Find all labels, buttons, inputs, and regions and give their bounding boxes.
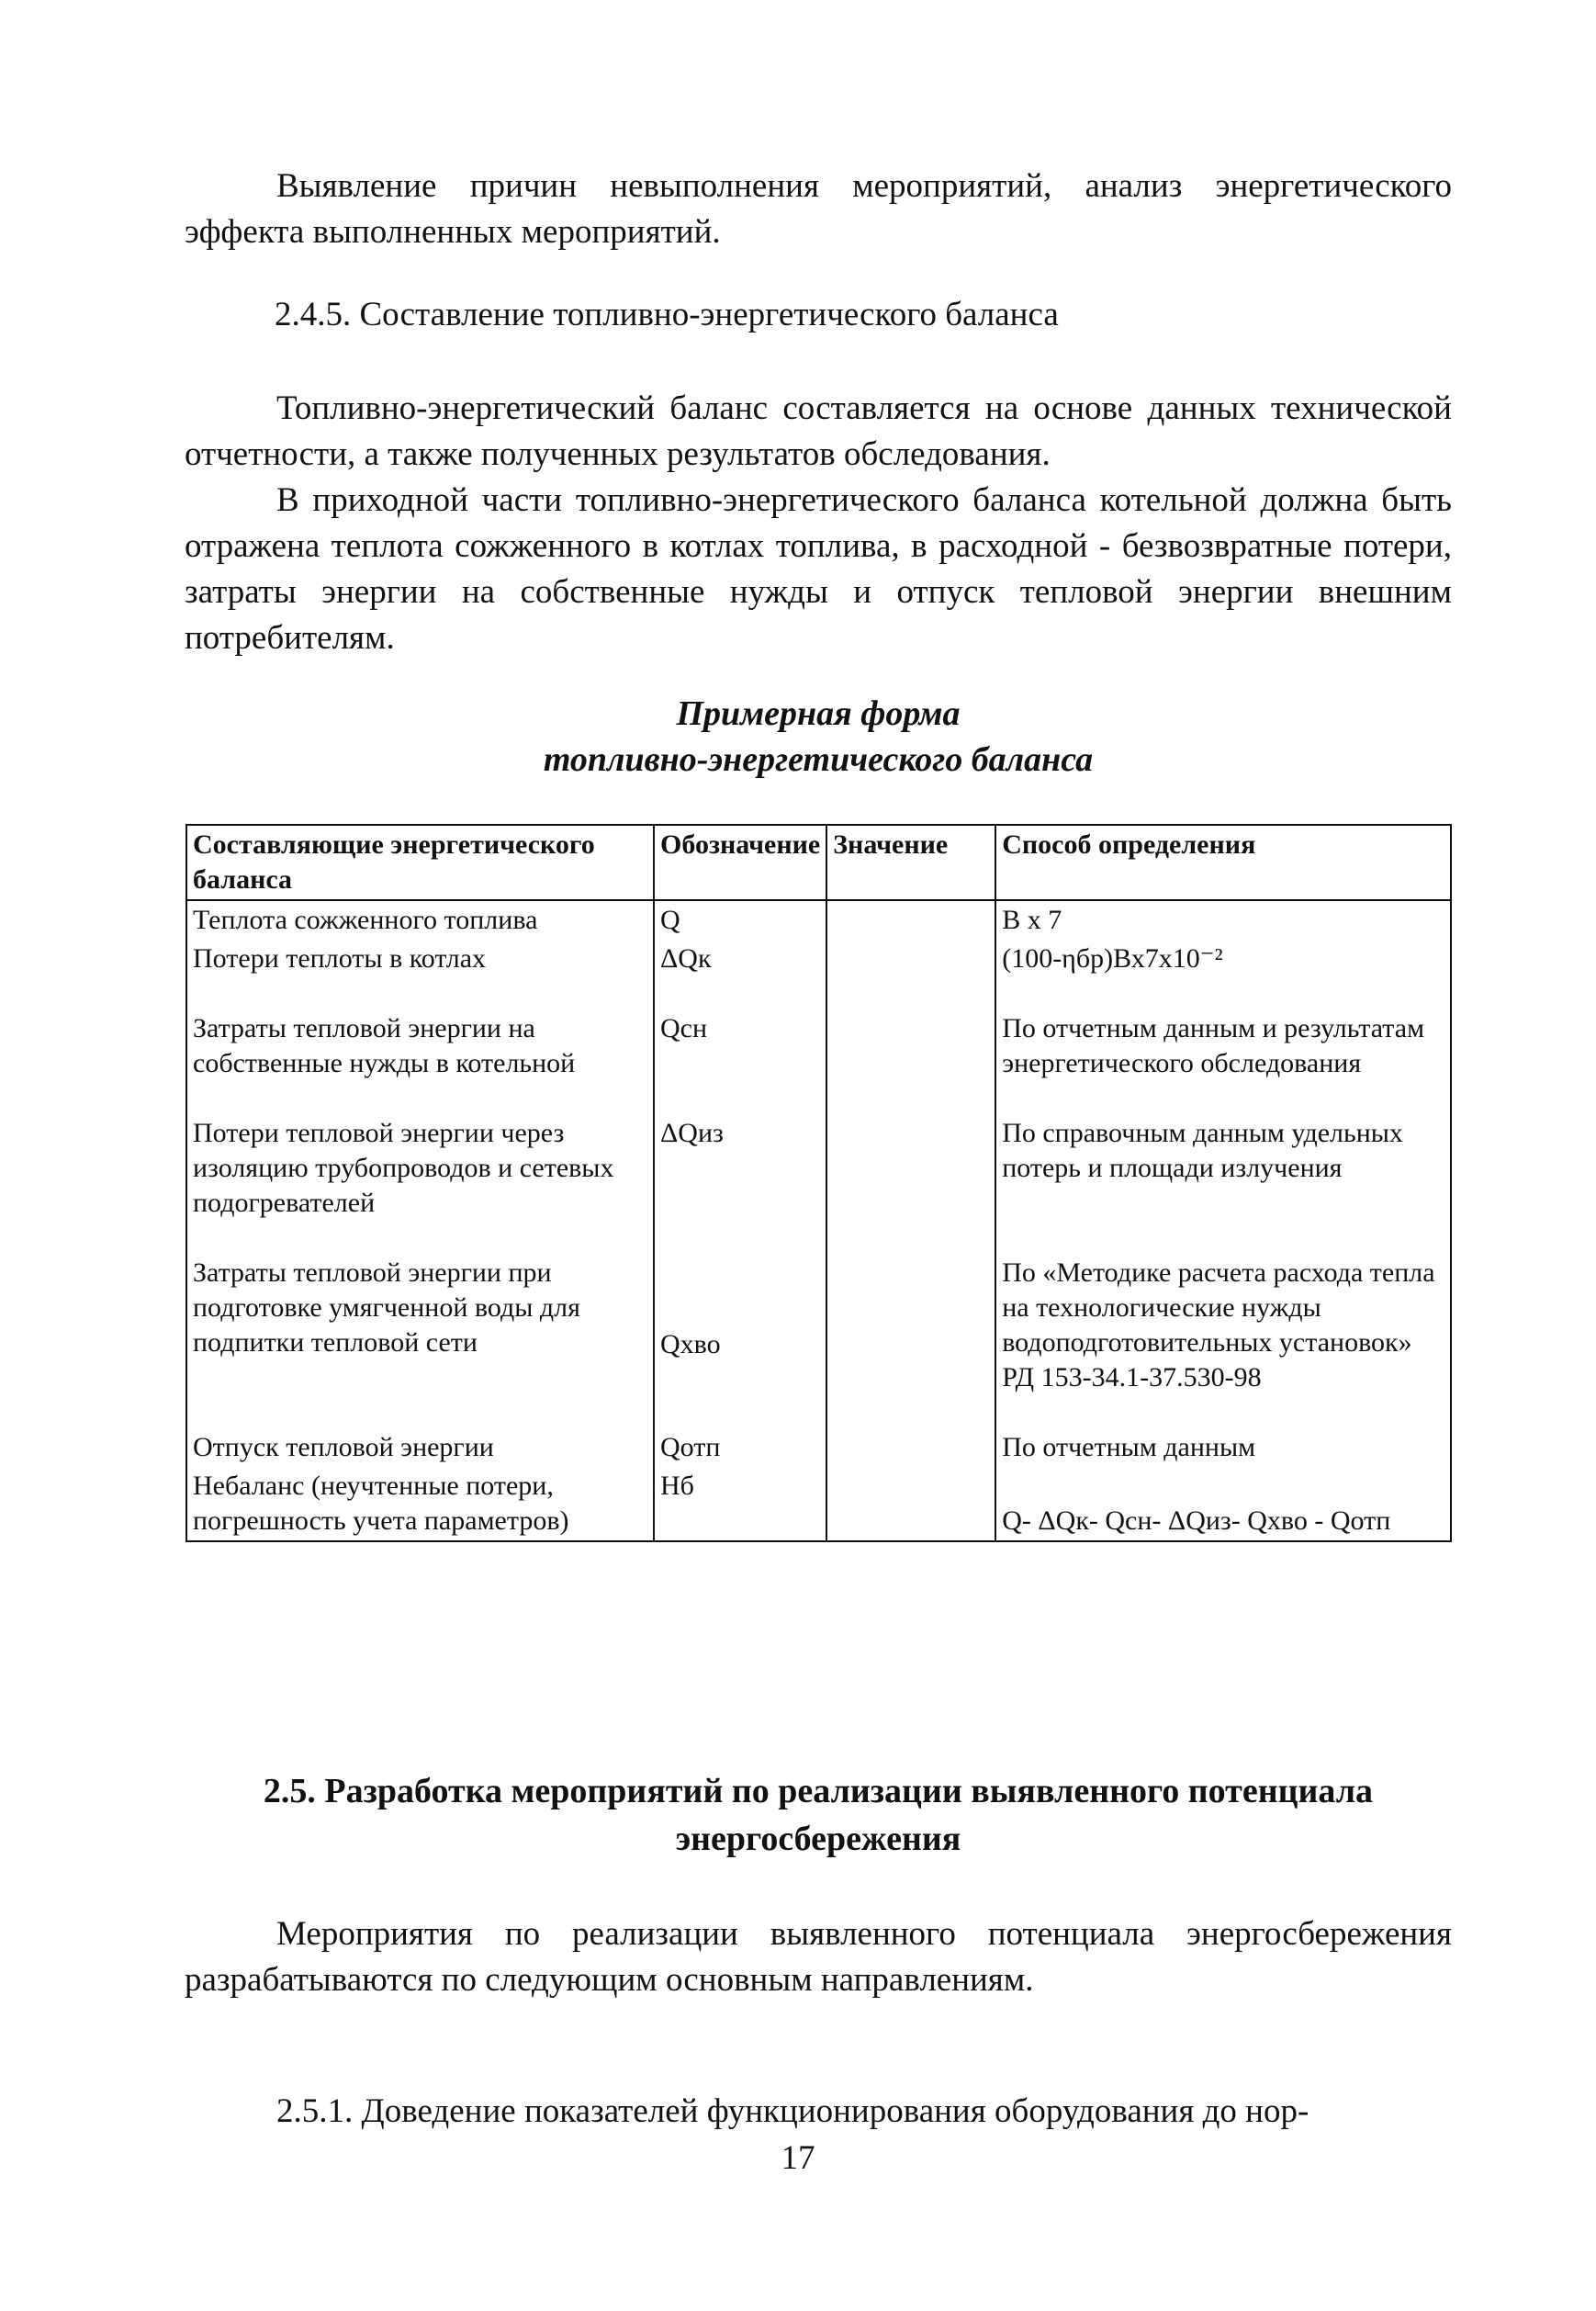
row-method: По «Методике расчета расхода тепла на технологические нужды водоподготовительных установок» РД 153-34.1-37.530-98 (995, 1254, 1451, 1428)
table-row (186, 1467, 1451, 1541)
table-row (186, 1009, 1451, 1114)
row-component: Затраты тепловой энергии при подготовке умягченной воды для подпитки тепловой сети (186, 1254, 654, 1428)
header-component: Составляющие энергетического баланса (186, 825, 654, 900)
row-method: По справочным данным удельных потерь и площади излучения (995, 1114, 1451, 1254)
row-component: Потери теплоты в котлах (186, 940, 654, 1009)
row-component: Небаланс (неучтенные потери, погрешность учета параметров) (186, 1467, 654, 1541)
row-value (826, 900, 995, 940)
row-value (826, 1254, 995, 1428)
table-title-line1: Примерная форма (676, 694, 961, 733)
row-symbol: Нб (654, 1467, 826, 1541)
row-method: По отчетным данным (995, 1428, 1451, 1467)
header-value: Значение (826, 825, 995, 900)
row-method: По отчетным данным и результатам энергетического обследования (995, 1009, 1451, 1114)
row-method: В x 7 (995, 900, 1451, 940)
row-symbol: ΔQк (654, 940, 826, 1009)
header-symbol: Обозначение (654, 825, 826, 900)
row-method: (100-ηбр)Вх7х10⁻² (995, 940, 1451, 1009)
subsection-heading-2-4-5: 2.4.5. Составление топливно-энергетического баланса (275, 296, 1059, 333)
row-symbol: Q (654, 900, 826, 940)
row-value (826, 1428, 995, 1467)
row-value (826, 1009, 995, 1114)
table-row (186, 1254, 1451, 1428)
page-number: 17 (781, 2139, 815, 2177)
table-title-line2: топливно-энергетического баланса (543, 740, 1094, 779)
row-method: Q- ΔQк- Qсн- ΔQиз- Qхво - Qотп (995, 1467, 1451, 1541)
row-component: Отпуск тепловой энергии (186, 1428, 654, 1467)
paragraph-causes-analysis: Выявление причин невыполнения мероприятий, анализ энергетического эффекта выполненных мероприятий. (185, 167, 1452, 251)
paragraph-2-5-1-start: 2.5.1. Доведение показателей функционирования оборудования до нор- (276, 2092, 1309, 2130)
row-value (826, 940, 995, 1009)
table-row (186, 1428, 1451, 1467)
row-component: Потери тепловой энергии через изоляцию трубопроводов и сетевых подогревателей (186, 1114, 654, 1254)
energy-balance-table (185, 824, 1452, 1542)
row-symbol: Qсн (654, 1009, 826, 1114)
table-header-row (186, 825, 1451, 900)
table-title (185, 691, 1452, 783)
row-value (826, 1467, 995, 1541)
row-symbol: Qотп (654, 1428, 826, 1467)
table-row (186, 940, 1451, 1009)
paragraph-balance-parts: В приходной части топливно-энергетического баланса котельной должна быть отражена теплота сожженного в котлах топлива, в расходной - безвозвратные потери, затраты энергии на собственные нужды и отпуск тепловой энергии внешним потребителям. (185, 481, 1452, 657)
section-heading-2-5: 2.5. Разработка мероприятий по реализации выявленного потенциала энергосбережения (263, 1772, 1374, 1858)
row-symbol: ΔQиз (654, 1114, 826, 1254)
row-value (826, 1114, 995, 1254)
row-symbol: Qхво (654, 1254, 826, 1428)
header-method: Способ определения (995, 825, 1451, 900)
paragraph-balance-basis: Топливно-энергетический баланс составляется на основе данных технической отчетности, а также полученных результатов обследования. (185, 389, 1452, 473)
table-row (186, 900, 1451, 940)
paragraph-measures-directions: Мероприятия по реализации выявленного потенциала энергосбережения разрабатываются по следующим основным направлениям. (185, 1915, 1452, 1999)
table-row (186, 1114, 1451, 1254)
row-component: Затраты тепловой энергии на собственные нужды в котельной (186, 1009, 654, 1114)
row-component: Теплота сожженного топлива (186, 900, 654, 940)
